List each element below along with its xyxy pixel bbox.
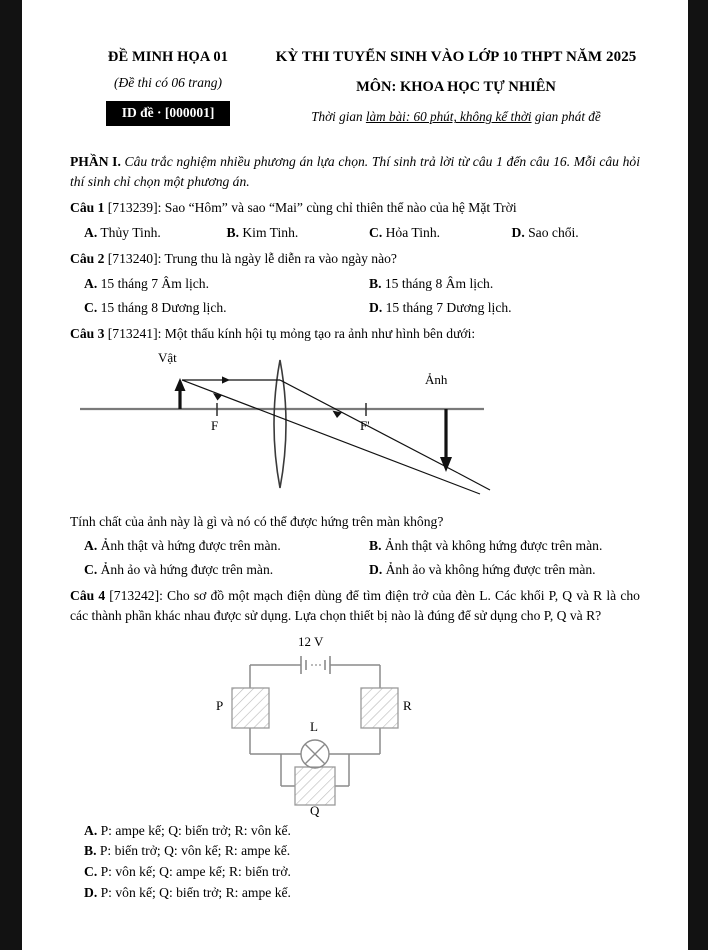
question-3-code: [713241]: xyxy=(104,325,165,341)
option-letter: B. xyxy=(84,843,97,859)
question-2-text: Trung thu là ngày lễ diễn ra vào ngày nào? xyxy=(164,251,397,267)
option-text: 15 tháng 8 Dương lịch. xyxy=(97,299,227,315)
option-letter: A. xyxy=(84,538,98,554)
question-2-code: [713240]: xyxy=(104,251,165,267)
focal-point-f-prime-label: F' xyxy=(360,417,370,433)
duration-underlined: làm bài: 60 phút, không kể thời xyxy=(365,109,532,125)
question-4-text: Cho sơ đồ một mạch điện dùng để tìm điện trở của đèn L. Các khối P, Q và R là cho các thành phần khác nhau được sử dụng. Lựa chọn thiết bị nào là đúng để sử dụng cho P, Q và R? xyxy=(70,588,640,624)
question-3-options-row-1 xyxy=(70,536,640,555)
exam-id-badge: ID đề · [000001] xyxy=(106,101,231,126)
exam-title: KỲ THI TUYỂN SINH VÀO LỚP 10 THPT NĂM 2025 xyxy=(275,49,637,65)
question-4-option-a[interactable] xyxy=(70,821,640,842)
question-4-label: Câu 4 xyxy=(70,588,106,604)
question-3-option-a[interactable] xyxy=(70,536,355,555)
ray-parallel-arrowhead xyxy=(222,376,230,383)
question-3-label: Câu 3 xyxy=(70,325,105,341)
battery-voltage-label: 12 V xyxy=(298,633,324,649)
object-label: Vật xyxy=(158,349,177,365)
header-left-block xyxy=(70,48,266,126)
option-text: Ảnh thật và không hứng được trên màn. xyxy=(381,538,603,554)
question-2-option-a[interactable] xyxy=(70,274,355,293)
option-text: P: biến trở; Q: vôn kế; R: ampe kế. xyxy=(96,843,291,859)
question-2-option-b[interactable] xyxy=(355,274,640,293)
block-p-label: P xyxy=(216,697,224,713)
option-letter: C. xyxy=(369,225,383,241)
question-2-label: Câu 2 xyxy=(70,251,105,267)
question-1-options xyxy=(70,223,640,242)
option-text: 15 tháng 8 Âm lịch. xyxy=(381,275,494,291)
option-letter: B. xyxy=(369,275,382,291)
circuit-block-r xyxy=(361,688,398,728)
exam-duration-note xyxy=(272,108,640,125)
question-4-option-b[interactable] xyxy=(70,841,640,862)
page-count-note: (Đề thi có 06 trang) xyxy=(114,75,222,91)
question-4-options xyxy=(70,821,640,904)
question-4-code: [713242]: xyxy=(105,588,168,604)
option-letter: C. xyxy=(84,299,98,315)
part-instruction-text: Câu trắc nghiệm nhiều phương án lựa chọn. Thí sinh trả lời từ câu 1 đến câu 16. Mỗi câu hỏi thí sinh chỉ chọn một phương án. xyxy=(70,154,640,189)
question-4-option-d[interactable] xyxy=(70,883,640,904)
question-3-option-d[interactable] xyxy=(355,560,640,579)
option-letter: D. xyxy=(511,225,525,241)
lamp-label: L xyxy=(310,718,318,734)
circuit-diagram xyxy=(70,634,640,816)
option-letter: C. xyxy=(84,562,98,578)
option-text: Hỏa Tinh. xyxy=(382,225,441,241)
exam-code-title: ĐỀ MINH HỌA 01 xyxy=(107,49,229,65)
page-header xyxy=(70,0,640,126)
option-text: Ảnh thật và hứng được trên màn. xyxy=(97,538,281,554)
header-right-block xyxy=(266,48,640,126)
part-label: PHẦN I. xyxy=(70,154,121,169)
battery-symbol xyxy=(296,656,335,674)
option-letter: A. xyxy=(84,822,98,838)
question-3-options-row-2 xyxy=(70,560,640,579)
question-1-option-c[interactable] xyxy=(355,223,498,242)
block-q-label: Q xyxy=(310,802,320,818)
option-letter: B. xyxy=(226,225,239,241)
option-letter: C. xyxy=(84,864,98,880)
image-label: Ảnh xyxy=(425,371,448,387)
question-3-text: Một thấu kính hội tụ mỏng tạo ra ảnh như hình bên dưới: xyxy=(164,325,476,341)
question-1-label: Câu 1 xyxy=(70,200,105,216)
option-text: P: vôn kế; Q: biến trở; R: ampe kế. xyxy=(97,884,291,900)
question-2-stem xyxy=(70,249,640,269)
question-3-option-b[interactable] xyxy=(355,536,640,555)
option-text: P: vôn kế; Q: ampe kế; R: biến trở. xyxy=(97,864,291,880)
option-letter: A. xyxy=(84,275,98,291)
optics-svg xyxy=(70,348,640,500)
option-letter: B. xyxy=(369,538,382,554)
option-text: 15 tháng 7 Dương lịch. xyxy=(382,299,512,315)
block-r-label: R xyxy=(403,697,412,713)
exam-page xyxy=(22,0,688,950)
question-1-text: Sao “Hôm” và sao “Mai” cùng chỉ thiên thể nào của hệ Mặt Trời xyxy=(164,200,517,216)
option-text: Thủy Tinh. xyxy=(97,225,161,241)
question-3-stem xyxy=(70,324,640,344)
question-1-stem xyxy=(70,198,640,218)
exam-subject: MÔN: KHOA HỌC TỰ NHIÊN xyxy=(356,78,556,95)
part-one-instruction xyxy=(70,152,640,191)
question-1-option-a[interactable] xyxy=(70,223,213,242)
option-text: Ảnh ảo và không hứng được trên màn. xyxy=(382,562,596,578)
option-text: Kim Tinh. xyxy=(238,225,299,241)
ray-centre-arrowhead xyxy=(213,393,222,401)
duration-prefix: Thời gian xyxy=(311,109,366,125)
optics-ray-diagram xyxy=(70,348,640,500)
focal-point-f-label: F xyxy=(211,417,219,433)
option-letter: D. xyxy=(84,884,98,900)
converging-lens xyxy=(274,360,286,488)
question-2-options-row-1 xyxy=(70,274,640,293)
option-text: Sao chổi. xyxy=(524,225,579,241)
question-2-option-c[interactable] xyxy=(70,298,355,317)
question-1-code: [713239]: xyxy=(104,200,165,216)
option-text: Ảnh ảo và hứng được trên màn. xyxy=(97,562,274,578)
option-letter: D. xyxy=(369,299,383,315)
question-4-stem xyxy=(70,586,640,625)
duration-suffix: gian phát đề xyxy=(531,109,601,125)
circuit-block-p xyxy=(232,688,269,728)
question-3-option-c[interactable] xyxy=(70,560,355,579)
option-letter: A. xyxy=(84,225,98,241)
question-3-followup: Tính chất của ảnh này là gì và nó có thể được hứng trên màn không? xyxy=(70,513,444,529)
option-letter: D. xyxy=(369,562,383,578)
question-2-option-d[interactable] xyxy=(355,298,640,317)
circuit-svg xyxy=(70,634,640,816)
question-4-option-c[interactable] xyxy=(70,862,640,883)
option-text: 15 tháng 7 Âm lịch. xyxy=(97,275,209,291)
question-1-option-b[interactable] xyxy=(213,223,356,242)
question-1-option-d[interactable] xyxy=(498,223,641,242)
ray-through-centre xyxy=(182,380,480,494)
question-2-options-row-2 xyxy=(70,298,640,317)
circuit-block-q xyxy=(295,767,335,805)
lamp-symbol xyxy=(301,740,329,768)
option-text: P: ampe kế; Q: biến trở; R: vôn kế. xyxy=(97,822,291,838)
